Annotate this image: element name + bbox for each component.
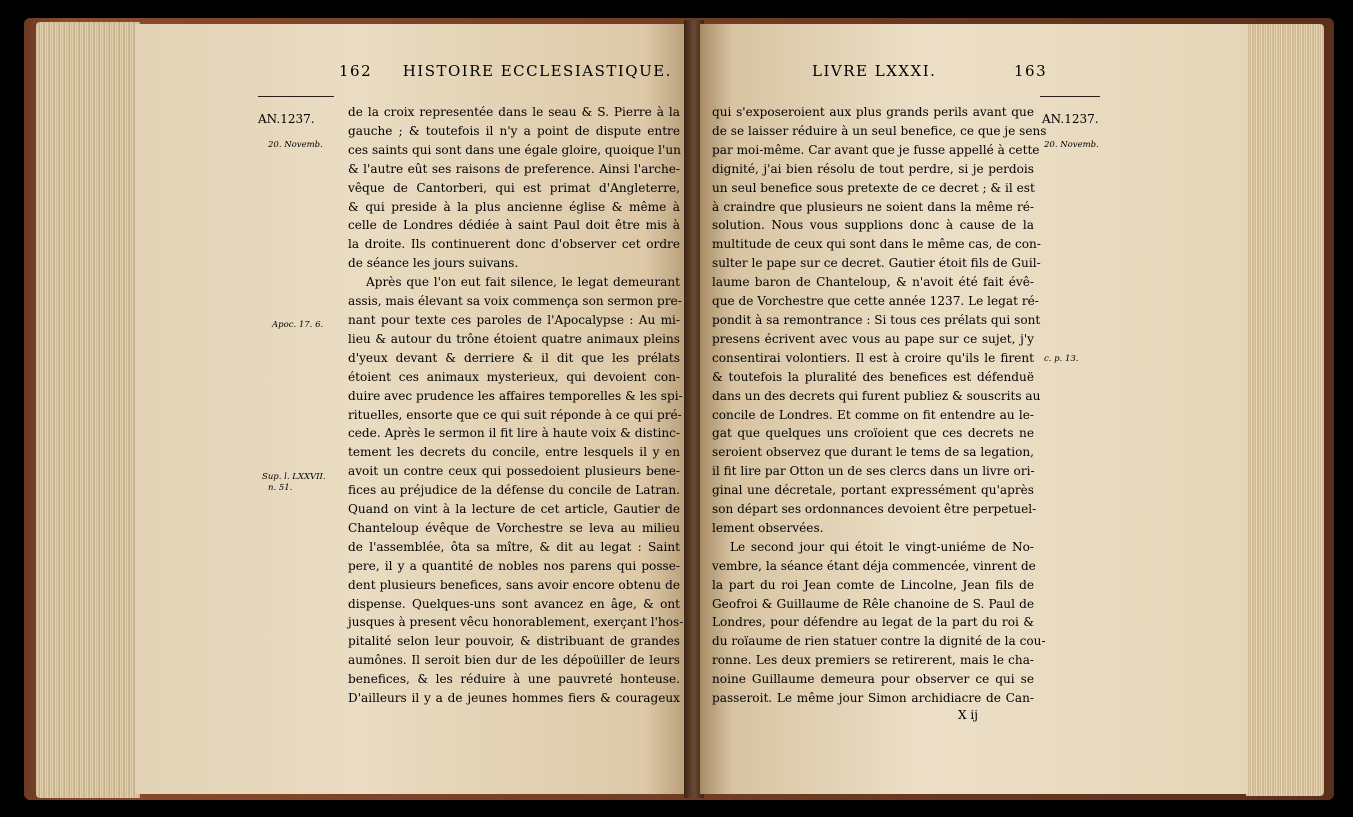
text-line: rituelles, ensorte que ce qui suit réponde à ce qui pré- <box>348 407 682 422</box>
text-line: pondit à sa remontrance : Si tous ces prélats qui sont <box>712 312 1041 327</box>
text-line: de se laisser réduire à un seul benefice, ce que je sens <box>712 123 1047 138</box>
text-line: Quand on vint à la lecture de cet article, Gautier de <box>348 502 680 517</box>
left-running-head <box>339 62 672 80</box>
text-line: dignité, j'ai bien résolu de tout perdre, si je perdois <box>712 161 1034 176</box>
left-margin-ref-apocalypse: Apoc. 17. 6. <box>272 320 324 330</box>
text-line: avoit un contre ceux qui possedoient plusieurs bene- <box>348 464 680 479</box>
text-line: sulter le pape sur ce decret. Gautier étoit fils de Guil- <box>712 256 1041 271</box>
text-line: du roïaume de rien statuer contre la dignité de la cou- <box>712 634 1046 649</box>
margin-rule <box>258 96 334 97</box>
text-line: par moi-même. Car avant que je fusse appellé à cette <box>712 142 1040 157</box>
text-line: pitalité selon leur pouvoir, & distribuant de grandes <box>348 634 680 649</box>
right-page-edges <box>1246 24 1324 796</box>
text-line: Après que l'on eut fait silence, le legat demeurant <box>366 275 680 290</box>
text-line: duire avec prudence les affaires temporelles & les spi- <box>348 388 683 403</box>
text-line: jusques à present vêcu honorablement, exerçant l'hos- <box>348 615 684 630</box>
text-line: de l'assemblée, ôta sa mître, & dit au legat : Saint <box>348 539 680 554</box>
right-margin-date: 20. Novemb. <box>1044 140 1099 150</box>
text-line: ronne. Les deux premiers se retirerent, mais le cha- <box>712 653 1034 668</box>
text-line: tement les decrets du concile, entre lesquels il y en <box>348 445 680 460</box>
text-line: celle de Londres dédiée à saint Paul doit être mis à <box>348 218 680 233</box>
text-line: noine Guillaume demeura pour observer ce qui se <box>712 672 1034 687</box>
text-line: vêque de Cantorberi, qui est primat d'Angleterre, <box>348 180 680 195</box>
text-line: ces saints qui sont dans une égale gloire, quoique l'un <box>348 142 681 157</box>
left-book-title: HISTOIRE ECCLESIASTIQUE. <box>402 62 672 80</box>
text-line: & toutefois la pluralité des benefices est défenduë <box>712 369 1034 384</box>
text-line: benefices, & les réduire à une pauvreté honteuse. <box>348 672 680 687</box>
left-margin-date: 20. Novemb. <box>268 140 323 150</box>
text-line: vembre, la séance étant déja commencée, vinrent de <box>712 558 1036 573</box>
text-line: seroient observez que durant le tems de sa legation, <box>712 445 1034 460</box>
left-margin-ref-number: n. 51. <box>268 483 293 493</box>
text-line: de la croix representée dans le seau & S. Pierre à la <box>348 105 680 119</box>
text-line: gauche ; & toutefois il n'y a point de dispute entre <box>348 123 680 138</box>
text-line: & l'autre eût ses raisons de preference. Ainsi l'arche- <box>348 161 680 176</box>
text-line: dans un des decrets qui furent publiez & souscrits au <box>712 388 1041 403</box>
text-line: multitude de ceux qui sont dans le même cas, de con- <box>712 237 1041 252</box>
text-line: solution. Nous vous supplions donc à cause de la <box>712 218 1034 233</box>
left-margin-year: AN.1237. <box>258 112 315 126</box>
right-book-title: LIVRE LXXXI. <box>812 62 937 80</box>
margin-rule <box>1040 96 1100 97</box>
text-line: aumônes. Il seroit bien dur de les dépoüiller de leurs <box>348 653 680 668</box>
text-line: lement observées. <box>712 520 824 535</box>
text-line: presens écrivent avec vous au pape sur ce sujet, j'y <box>712 331 1034 346</box>
text-line: laume baron de Chanteloup, & n'avoit été fait évê- <box>712 275 1034 290</box>
text-line: Chanteloup évêque de Vorchestre se leva au milieu <box>348 520 680 535</box>
right-page-number: 163 <box>1014 62 1048 80</box>
right-running-head <box>812 62 936 80</box>
text-line: il fit lire par Otton un de ses clercs dans un livre ori- <box>712 464 1035 479</box>
left-margin-ref-supra: Sup. l. LXXVII. <box>262 472 326 482</box>
right-body-text <box>712 103 1047 708</box>
right-margin-year: AN.1237. <box>1042 112 1099 126</box>
text-line: ginal une décretale, portant expressément qu'après <box>712 483 1034 498</box>
text-line: à craindre que plusieurs ne soient dans la même ré- <box>712 199 1034 214</box>
text-line: la part du roi Jean comte de Lincolne, Jean fils de <box>712 577 1034 592</box>
text-line: étoient ces animaux mysterieux, qui devoient con- <box>348 369 680 384</box>
text-line: que de Vorchestre que cette année 1237. Le legat ré- <box>712 294 1039 309</box>
text-line: pere, il y a quantité de nobles nos parens qui posse- <box>348 558 680 573</box>
text-line: dispense. Quelques-uns sont avancez en âge, & ont <box>348 596 680 611</box>
text-line: la droite. Ils continuerent donc d'observer cet ordre <box>348 237 680 252</box>
text-line: gat que quelques uns croïoient que ces decrets ne <box>712 426 1034 441</box>
text-line: un seul benefice sous pretexte de ce decret ; & il est <box>712 180 1035 195</box>
text-line: Londres, pour défendre au legat de la part du roi & <box>712 615 1034 630</box>
text-line: assis, mais élevant sa voix commença son sermon pre- <box>348 294 682 309</box>
text-line: dent plusieurs benefices, sans avoir encore obtenu de <box>348 577 680 592</box>
left-page-edges <box>36 22 140 798</box>
text-line: cede. Après le sermon il fit lire à haute voix & distinc- <box>348 426 680 441</box>
text-line: fices au préjudice de la défense du concile de Latran. <box>348 483 680 498</box>
text-line: passeroit. Le même jour Simon archidiacre de Can- <box>712 691 1034 706</box>
text-line: qui s'exposeroient aux plus grands perils avant que <box>712 105 1034 119</box>
text-line: lieu & autour du trône étoient quatre animaux pleins <box>348 331 680 346</box>
left-body-text <box>348 103 684 708</box>
signature-mark: X ij <box>958 708 978 722</box>
text-line: concile de Londres. Et comme on fit entendre au le- <box>712 407 1034 422</box>
text-line: Le second jour qui étoit le vingt-uniéme de No- <box>730 539 1034 554</box>
text-line: de séance les jours suivans. <box>348 256 519 271</box>
left-page-number: 162 <box>339 62 373 80</box>
text-line: nant pour texte ces paroles de l'Apocalypse : Au mi- <box>348 312 680 327</box>
text-line: Geofroi & Guillaume de Rêle chanoine de S. Paul de <box>712 596 1034 611</box>
text-line: son départ ses ordonnances devoient être perpetuel- <box>712 502 1037 517</box>
text-line: & qui preside à la plus ancienne église & même à <box>348 199 680 214</box>
right-margin-ref: c. p. 13. <box>1044 354 1079 364</box>
text-line: d'yeux devant & derriere & il dit que les prélats <box>348 350 680 365</box>
text-line: consentirai volontiers. Il est à croire qu'ils le firent <box>712 350 1034 365</box>
text-line: D'ailleurs il y a de jeunes hommes fiers & courageux <box>348 691 680 706</box>
